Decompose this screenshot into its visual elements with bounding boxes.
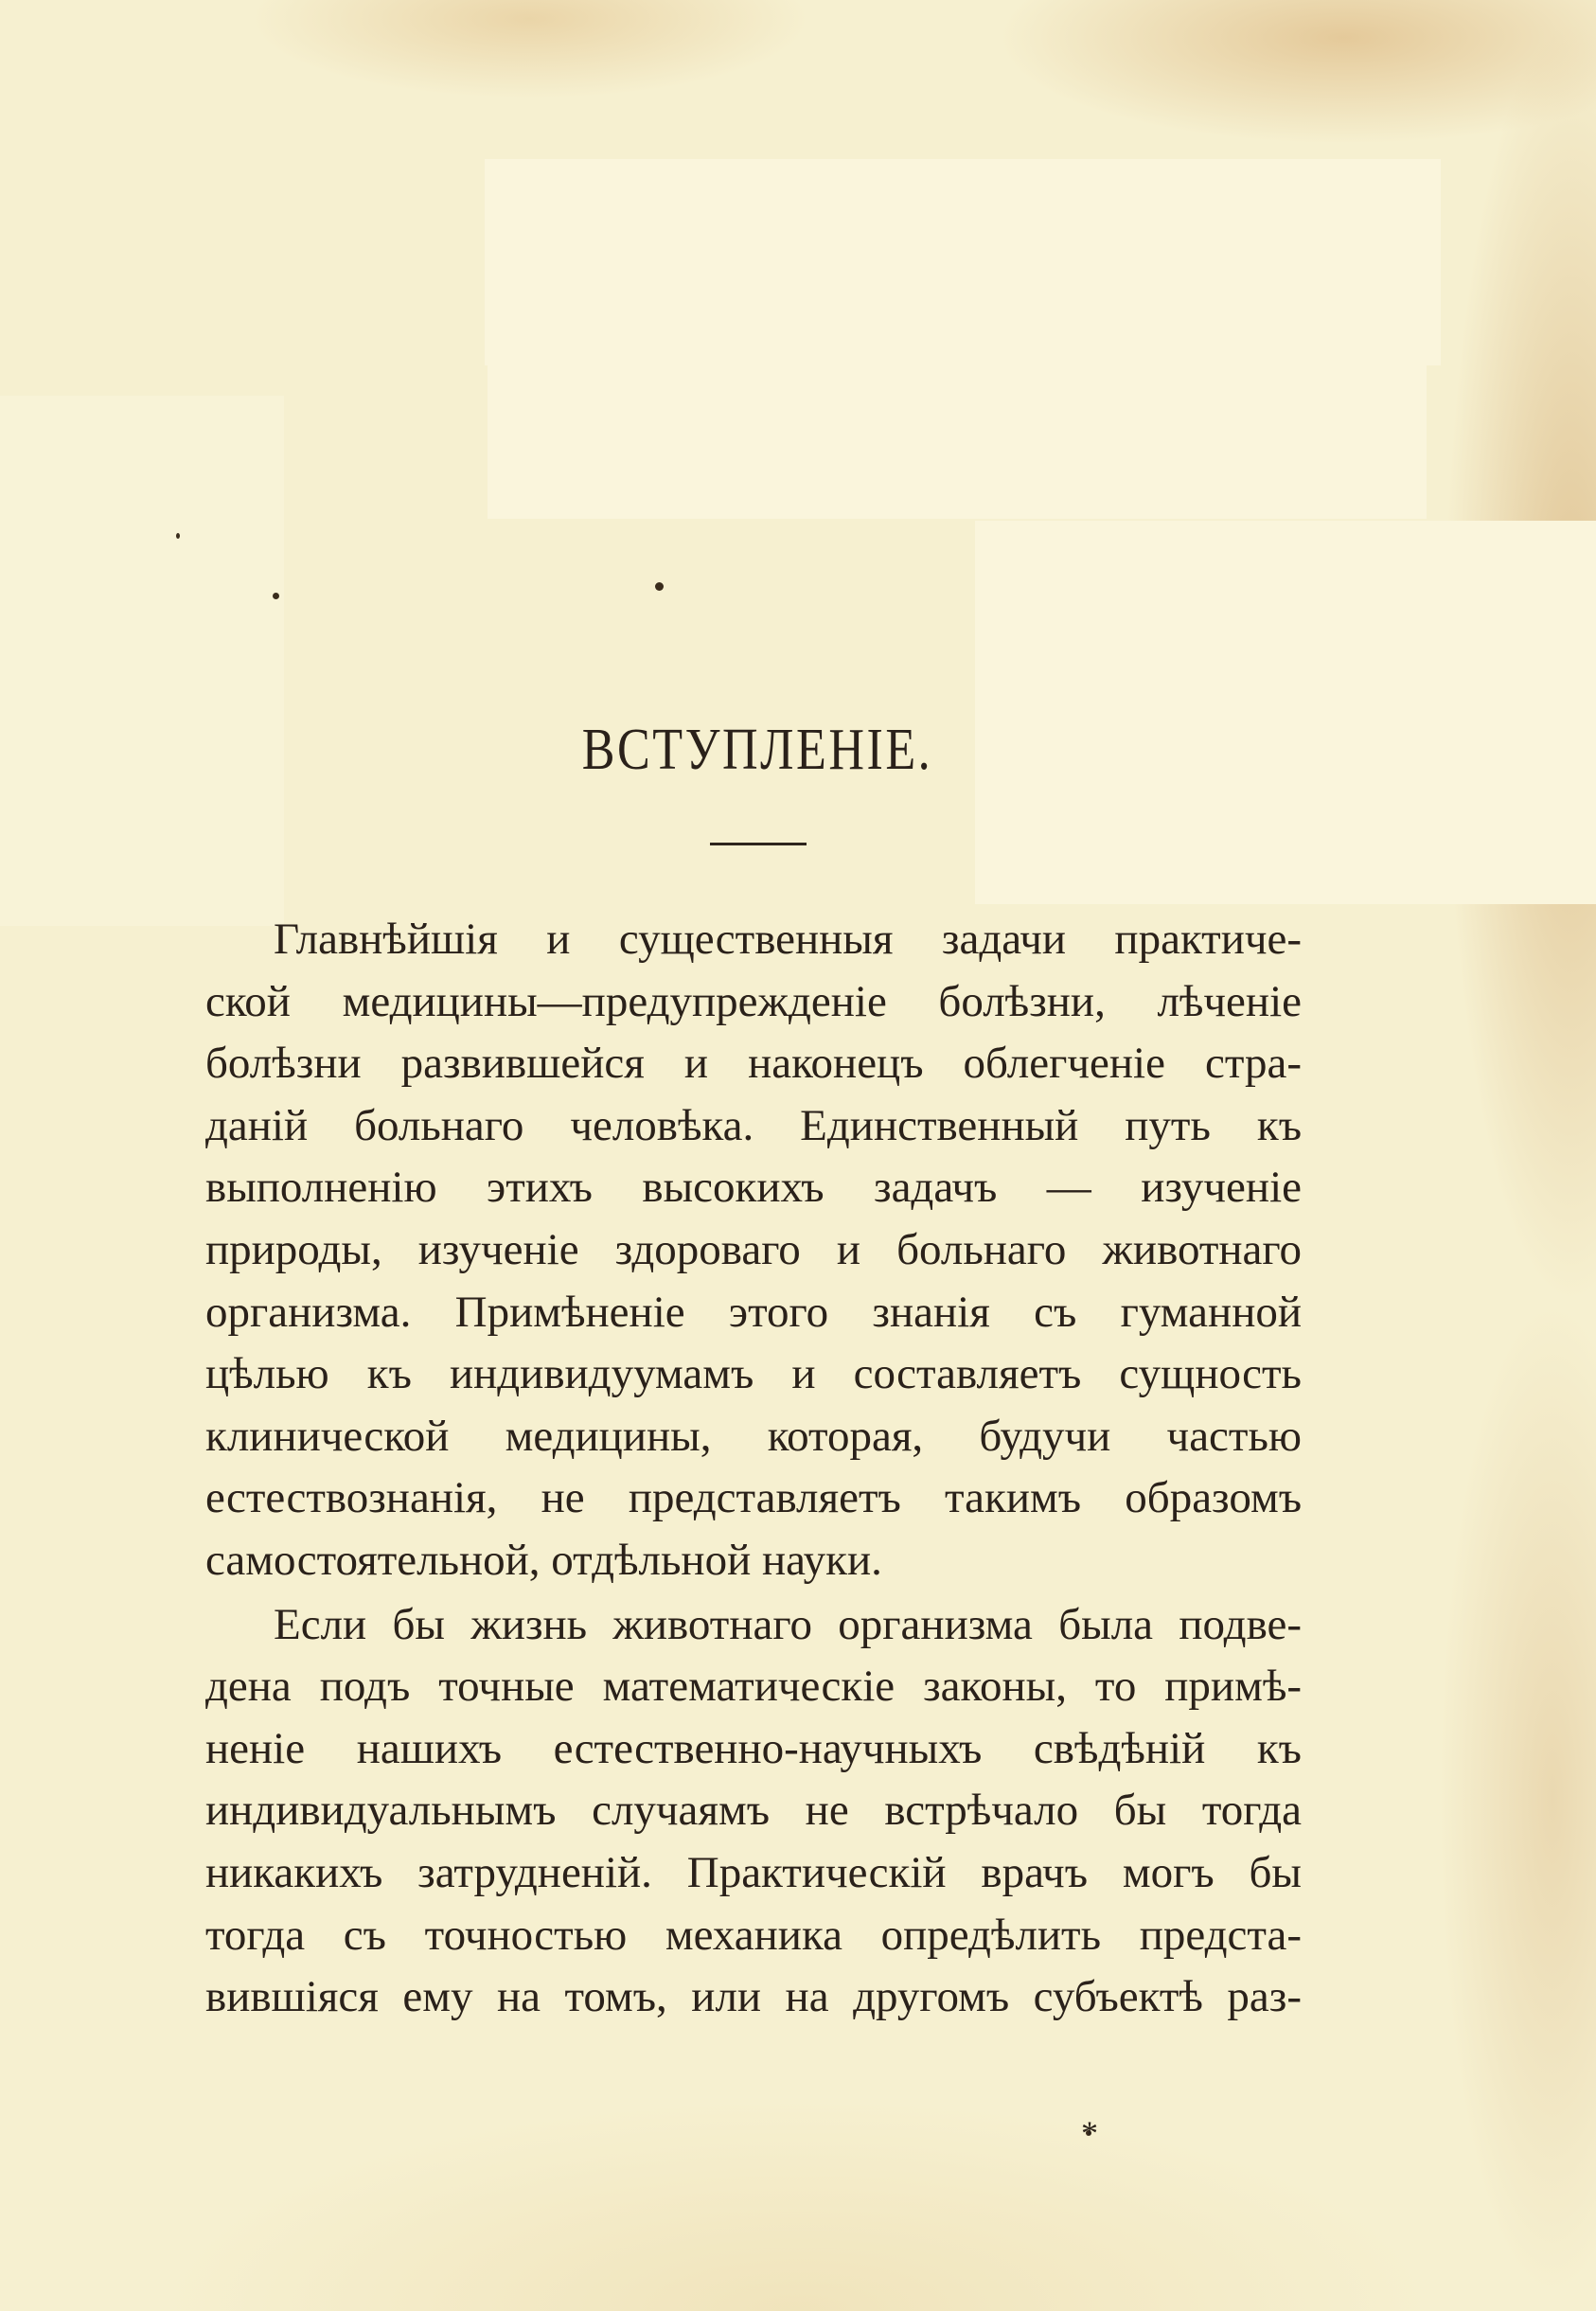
- body-text: [205, 909, 1302, 2031]
- paragraph-2: [205, 1594, 1302, 2029]
- text-line: вившіяся ему на томъ, или на другомъ субъектѣ раз-: [205, 1972, 1302, 2022]
- text-line: выполненію этихъ высокихъ задачъ — изученіе: [205, 1163, 1302, 1213]
- text-line: цѣлью къ индивидуумамъ и составляетъ сущность: [205, 1349, 1302, 1399]
- title-rule: [710, 843, 807, 845]
- text-line: индивидуальнымъ случаямъ не встрѣчало бы тогда: [205, 1786, 1302, 1836]
- text-line: никакихъ затрудненій. Практическій врачъ могъ бы: [205, 1847, 1302, 1897]
- text-line: естествознанія, не представляетъ такимъ образомъ: [205, 1473, 1302, 1523]
- blank-patch-left: [0, 396, 284, 926]
- chapter-title: ВСТУПЛЕНIЕ.: [581, 718, 933, 782]
- text-line: самостоятельной, отдѣльной науки.: [205, 1535, 882, 1585]
- ink-speck: [273, 593, 279, 599]
- paragraph-1: [205, 909, 1302, 1592]
- footer-mark: *: [1081, 2114, 1098, 2152]
- text-line: дена подъ точные математическіе законы, то примѣ-: [205, 1662, 1302, 1712]
- ink-speck: [176, 533, 180, 539]
- text-line: природы, изученіе здороваго и больнаго животнаго: [205, 1224, 1302, 1274]
- text-line: организма. Примѣненіе этого знанія съ гуманной: [205, 1287, 1302, 1337]
- text-line: неніе нашихъ естественно-научныхъ свѣдѣній къ: [205, 1723, 1302, 1773]
- text-line: даній больнаго человѣка. Единственный путь къ: [205, 1100, 1302, 1150]
- ink-speck: [655, 582, 664, 591]
- text-line: клинической медицины, которая, будучи частью: [205, 1411, 1302, 1461]
- text-line: Главнѣйшія и существенныя задачи практиче-: [274, 915, 1302, 964]
- text-line: болѣзни развившейся и наконецъ облегченіе стра-: [205, 1039, 1302, 1089]
- text-line: Если бы жизнь животнаго организма была подве-: [274, 1599, 1302, 1649]
- text-line: тогда съ точностью механика опредѣлить предста-: [205, 1910, 1302, 1960]
- text-line: ской медицины—предупрежденіе болѣзни, лѣченіе: [205, 976, 1302, 1026]
- blank-patch-middle: [488, 206, 1427, 519]
